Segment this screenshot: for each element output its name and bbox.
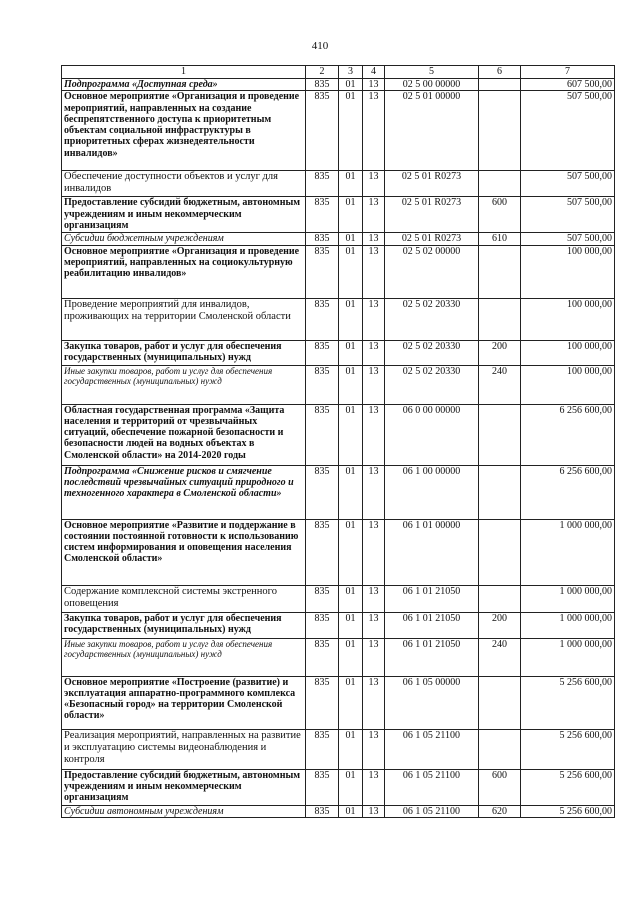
subsection-cell: 13 <box>363 365 385 404</box>
target-article-cell: 02 5 02 20330 <box>385 298 479 340</box>
amount-cell: 607 500,00 <box>521 79 615 91</box>
code-cell: 835 <box>306 585 339 612</box>
code-cell: 835 <box>306 79 339 91</box>
expense-type-cell <box>479 298 521 340</box>
expense-type-cell: 620 <box>479 805 521 817</box>
row-name-cell: Подпрограмма «Доступная среда» <box>62 79 306 91</box>
row-name-cell: Иные закупки товаров, работ и услуг для обеспечения государственных (муниципальных) нужд <box>62 638 306 676</box>
column-header: 3 <box>339 66 363 79</box>
target-article-cell: 06 1 05 21100 <box>385 805 479 817</box>
subsection-cell: 13 <box>363 769 385 805</box>
subsection-cell: 13 <box>363 729 385 769</box>
section-cell: 01 <box>339 245 363 298</box>
target-article-cell: 02 5 02 20330 <box>385 340 479 365</box>
amount-cell: 100 000,00 <box>521 245 615 298</box>
code-cell: 835 <box>306 465 339 519</box>
row-name-cell: Основное мероприятие «Организация и проведение мероприятий, направленных на создание беспрепятственного доступа к приоритетным объектам социальной инфраструктуры в приоритетных сферах жизнедеятельности инвалидов» <box>62 91 306 171</box>
amount-cell: 100 000,00 <box>521 365 615 404</box>
amount-cell: 5 256 600,00 <box>521 805 615 817</box>
subsection-cell: 13 <box>363 676 385 729</box>
section-cell: 01 <box>339 805 363 817</box>
section-cell: 01 <box>339 404 363 465</box>
table-row <box>62 298 615 340</box>
amount-cell: 1 000 000,00 <box>521 638 615 676</box>
section-cell: 01 <box>339 79 363 91</box>
page-number: 410 <box>311 40 329 52</box>
expense-type-cell <box>479 519 521 585</box>
section-cell: 01 <box>339 233 363 245</box>
expense-type-cell: 200 <box>479 340 521 365</box>
code-cell: 835 <box>306 612 339 638</box>
code-cell: 835 <box>306 805 339 817</box>
expense-type-cell: 610 <box>479 233 521 245</box>
subsection-cell: 13 <box>363 233 385 245</box>
amount-cell: 507 500,00 <box>521 171 615 197</box>
budget-table <box>61 65 615 818</box>
code-cell: 835 <box>306 91 339 171</box>
code-cell: 835 <box>306 365 339 404</box>
table-row <box>62 769 615 805</box>
subsection-cell: 13 <box>363 612 385 638</box>
section-cell: 01 <box>339 298 363 340</box>
expense-type-cell: 240 <box>479 638 521 676</box>
expense-type-cell <box>479 404 521 465</box>
row-name-cell: Субсидии автономным учреждениям <box>62 805 306 817</box>
code-cell: 835 <box>306 404 339 465</box>
table-row <box>62 197 615 233</box>
column-header: 7 <box>521 66 615 79</box>
table-row <box>62 465 615 519</box>
row-name-cell: Подпрограмма «Снижение рисков и смягчение последствий чрезвычайных ситуаций природного и техногенного характера в Смоленской области» <box>62 465 306 519</box>
subsection-cell: 13 <box>363 638 385 676</box>
row-name-cell: Предоставление субсидий бюджетным, автономным учреждениям и иным некоммерческим организациям <box>62 769 306 805</box>
subsection-cell: 13 <box>363 340 385 365</box>
code-cell: 835 <box>306 769 339 805</box>
section-cell: 01 <box>339 676 363 729</box>
table-row <box>62 585 615 612</box>
row-name-cell: Основное мероприятие «Построение (развитие) и эксплуатация аппаратно-программного комплекса «Безопасный город» на территории Смоленской области» <box>62 676 306 729</box>
expense-type-cell <box>479 585 521 612</box>
amount-cell: 5 256 600,00 <box>521 676 615 729</box>
code-cell: 835 <box>306 729 339 769</box>
section-cell: 01 <box>339 91 363 171</box>
section-cell: 01 <box>339 171 363 197</box>
target-article-cell: 02 5 02 20330 <box>385 365 479 404</box>
amount-cell: 5 256 600,00 <box>521 769 615 805</box>
column-header: 6 <box>479 66 521 79</box>
subsection-cell: 13 <box>363 519 385 585</box>
code-cell: 835 <box>306 197 339 233</box>
amount-cell: 5 256 600,00 <box>521 729 615 769</box>
subsection-cell: 13 <box>363 298 385 340</box>
expense-type-cell <box>479 91 521 171</box>
expense-type-cell <box>479 676 521 729</box>
table-row <box>62 805 615 817</box>
code-cell: 835 <box>306 233 339 245</box>
amount-cell: 100 000,00 <box>521 298 615 340</box>
amount-cell: 1 000 000,00 <box>521 519 615 585</box>
row-name-cell: Реализация мероприятий, направленных на развитие и эксплуатацию системы видеонаблюдения и контроля <box>62 729 306 769</box>
table-header-row <box>62 66 615 79</box>
column-header: 5 <box>385 66 479 79</box>
subsection-cell: 13 <box>363 585 385 612</box>
row-name-cell: Основное мероприятие «Развитие и поддержание в состоянии постоянной готовности к использованию систем информирования и оповещения населения Смоленской области» <box>62 519 306 585</box>
expense-type-cell <box>479 245 521 298</box>
section-cell: 01 <box>339 729 363 769</box>
amount-cell: 100 000,00 <box>521 340 615 365</box>
table-row <box>62 340 615 365</box>
row-name-cell: Основное мероприятие «Организация и проведение мероприятий, направленных на социокультурную реабилитацию инвалидов» <box>62 245 306 298</box>
table-row <box>62 171 615 197</box>
amount-cell: 1 000 000,00 <box>521 612 615 638</box>
expense-type-cell: 600 <box>479 197 521 233</box>
target-article-cell: 02 5 01 00000 <box>385 91 479 171</box>
subsection-cell: 13 <box>363 171 385 197</box>
section-cell: 01 <box>339 197 363 233</box>
expense-type-cell <box>479 79 521 91</box>
target-article-cell: 06 0 00 00000 <box>385 404 479 465</box>
table-row <box>62 676 615 729</box>
target-article-cell: 02 5 00 00000 <box>385 79 479 91</box>
code-cell: 835 <box>306 171 339 197</box>
row-name-cell: Иные закупки товаров, работ и услуг для обеспечения государственных (муниципальных) нужд <box>62 365 306 404</box>
code-cell: 835 <box>306 340 339 365</box>
code-cell: 835 <box>306 245 339 298</box>
table-row <box>62 365 615 404</box>
section-cell: 01 <box>339 340 363 365</box>
amount-cell: 6 256 600,00 <box>521 404 615 465</box>
row-name-cell: Содержание комплексной системы экстренного оповещения <box>62 585 306 612</box>
row-name-cell: Областная государственная программа «Защита населения и территорий от чрезвычайных ситуаций, обеспечение пожарной безопасности и безопасности людей на водных объектах в Смоленской области» на 2014-2020 годы <box>62 404 306 465</box>
table-row <box>62 79 615 91</box>
row-name-cell: Закупка товаров, работ и услуг для обеспечения государственных (муниципальных) нужд <box>62 612 306 638</box>
code-cell: 835 <box>306 676 339 729</box>
section-cell: 01 <box>339 585 363 612</box>
expense-type-cell: 200 <box>479 612 521 638</box>
row-name-cell: Проведение мероприятий для инвалидов, проживающих на территории Смоленской области <box>62 298 306 340</box>
table-row <box>62 404 615 465</box>
row-name-cell: Субсидии бюджетным учреждениям <box>62 233 306 245</box>
code-cell: 835 <box>306 638 339 676</box>
subsection-cell: 13 <box>363 79 385 91</box>
table-row <box>62 612 615 638</box>
row-name-cell: Предоставление субсидий бюджетным, автономным учреждениям и иным некоммерческим организациям <box>62 197 306 233</box>
target-article-cell: 02 5 01 R0273 <box>385 197 479 233</box>
amount-cell: 507 500,00 <box>521 233 615 245</box>
table-row <box>62 91 615 171</box>
target-article-cell: 02 5 01 R0273 <box>385 171 479 197</box>
target-article-cell: 06 1 05 21100 <box>385 729 479 769</box>
section-cell: 01 <box>339 465 363 519</box>
section-cell: 01 <box>339 365 363 404</box>
table-row <box>62 245 615 298</box>
expense-type-cell: 240 <box>479 365 521 404</box>
expense-type-cell <box>479 729 521 769</box>
expense-type-cell <box>479 171 521 197</box>
expense-type-cell <box>479 465 521 519</box>
code-cell: 835 <box>306 298 339 340</box>
expense-type-cell: 600 <box>479 769 521 805</box>
table-row <box>62 233 615 245</box>
amount-cell: 507 500,00 <box>521 197 615 233</box>
column-header: 2 <box>306 66 339 79</box>
target-article-cell: 02 5 02 00000 <box>385 245 479 298</box>
subsection-cell: 13 <box>363 465 385 519</box>
target-article-cell: 06 1 01 21050 <box>385 638 479 676</box>
row-name-cell: Обеспечение доступности объектов и услуг для инвалидов <box>62 171 306 197</box>
subsection-cell: 13 <box>363 245 385 298</box>
target-article-cell: 06 1 01 00000 <box>385 519 479 585</box>
table-row <box>62 519 615 585</box>
code-cell: 835 <box>306 519 339 585</box>
target-article-cell: 06 1 01 21050 <box>385 612 479 638</box>
amount-cell: 1 000 000,00 <box>521 585 615 612</box>
column-header: 1 <box>62 66 306 79</box>
table-row <box>62 638 615 676</box>
target-article-cell: 06 1 05 21100 <box>385 769 479 805</box>
subsection-cell: 13 <box>363 404 385 465</box>
column-header: 4 <box>363 66 385 79</box>
subsection-cell: 13 <box>363 805 385 817</box>
target-article-cell: 06 1 00 00000 <box>385 465 479 519</box>
target-article-cell: 02 5 01 R0273 <box>385 233 479 245</box>
amount-cell: 507 500,00 <box>521 91 615 171</box>
target-article-cell: 06 1 05 00000 <box>385 676 479 729</box>
section-cell: 01 <box>339 769 363 805</box>
section-cell: 01 <box>339 638 363 676</box>
target-article-cell: 06 1 01 21050 <box>385 585 479 612</box>
subsection-cell: 13 <box>363 197 385 233</box>
table-row <box>62 729 615 769</box>
subsection-cell: 13 <box>363 91 385 171</box>
amount-cell: 6 256 600,00 <box>521 465 615 519</box>
row-name-cell: Закупка товаров, работ и услуг для обеспечения государственных (муниципальных) нужд <box>62 340 306 365</box>
section-cell: 01 <box>339 612 363 638</box>
section-cell: 01 <box>339 519 363 585</box>
